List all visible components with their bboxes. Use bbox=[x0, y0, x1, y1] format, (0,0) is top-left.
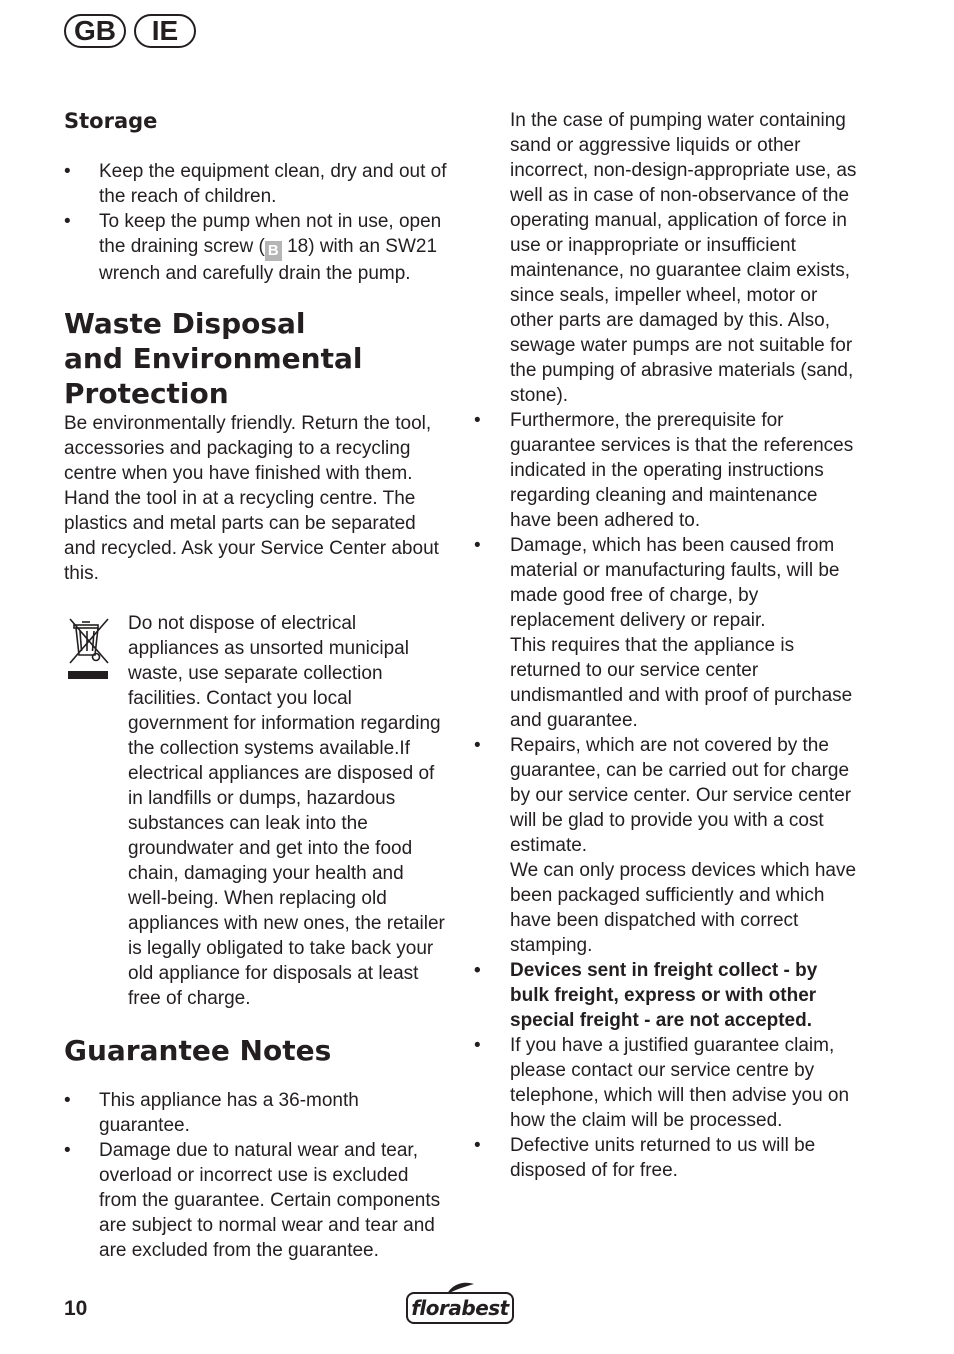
list-item-text: If you have a justified guarantee claim, please contact our service centre by telephone, which will then advise you on how the claim will be processed. bbox=[510, 1035, 850, 1131]
crossed-out-wheelie-bin-icon bbox=[64, 611, 128, 1011]
guarantee-conditions-list bbox=[474, 408, 860, 1183]
storage-heading: Storage bbox=[64, 109, 158, 133]
list-item bbox=[474, 533, 860, 733]
list-item bbox=[474, 1033, 860, 1133]
weee-text: Do not dispose of electrical appliances as unsorted municipal waste, use separate collection facilities. Contact you local government for information regarding the collection systems available.If electrical appliances are disposed of in landfills or dumps, hazardous substances can leak into the groundwater and get into the food chain, damaging your health and well-being. When replacing old appliances with new ones, the retailer is legally obligated to take back your old appliance for disposals at least free of charge. bbox=[128, 613, 445, 1009]
list-item-text: Devices sent in freight collect - by bulk freight, express or with other special freight - are not accepted. bbox=[510, 960, 818, 1031]
list-item: • This appliance has a 36-month guarantee. bbox=[64, 1088, 448, 1138]
list-item bbox=[474, 1133, 860, 1183]
list-item-text: Damage, which has been caused from material or manufacturing faults, will be made good free of charge, by replacement delivery or repair. bbox=[510, 535, 840, 631]
figure-ref-badge: B bbox=[265, 241, 282, 261]
list-item bbox=[474, 408, 860, 533]
list-item-text: Furthermore, the prerequisite for guarantee services is that the references indicated in the operating instructions regarding cleaning and maintenance have been adhered to. bbox=[510, 410, 854, 531]
guarantee-heading: Guarantee Notes bbox=[64, 1034, 332, 1067]
language-badge-gb: GB bbox=[64, 14, 126, 48]
storage-list bbox=[64, 159, 448, 286]
list-item-subtext: We can only process devices which have been packaged sufficiently and which have been dispatched with correct stamping. bbox=[510, 860, 857, 956]
language-badge-ie: IE bbox=[134, 14, 196, 48]
waste-heading bbox=[64, 306, 448, 411]
logo-wordmark: florabest bbox=[406, 1292, 514, 1324]
waste-heading-line: and Environmental bbox=[64, 342, 363, 375]
list-item bbox=[474, 958, 860, 1033]
list-item: • Damage due to natural wear and tear, overload or incorrect use is excluded from the guarantee. Certain components are subject to normal wear and tear and are excluded from the guarantee. bbox=[64, 1138, 448, 1263]
list-item-text: 18) with an SW21 wrench and carefully drain the pump. bbox=[99, 236, 438, 284]
list-item-subtext: This requires that the appliance is returned to our service center undismantled and with proof of purchase and guarantee. bbox=[510, 635, 853, 731]
right-column bbox=[474, 108, 860, 1183]
weee-notice bbox=[64, 611, 448, 1011]
list-item-text: Repairs, which are not covered by the guarantee, can be carried out for charge by our service center. Our service center will be glad to provide you with a cost estimate. bbox=[510, 735, 852, 856]
waste-heading-line: Protection bbox=[64, 377, 229, 410]
guarantee-list bbox=[64, 1088, 448, 1263]
list-item: • Keep the equipment clean, dry and out of the reach of children. bbox=[64, 159, 448, 209]
waste-intro: Be environmentally friendly. Return the tool, accessories and packaging to a recycling centre when you have finished with them. Hand the tool in at a recycling centre. The plastics and metal parts can be separated and recycled. Ask your Service Center about this. bbox=[64, 413, 439, 584]
left-column bbox=[64, 108, 448, 1263]
list-item bbox=[64, 209, 448, 286]
language-badges bbox=[64, 14, 196, 48]
florabest-logo bbox=[405, 1281, 517, 1327]
page-number: 10 bbox=[64, 1297, 88, 1320]
list-item-text: To keep the pump when not in use, open the draining screw ( bbox=[99, 211, 442, 257]
guarantee-continuation: In the case of pumping water containing sand or aggressive liquids or other incorrect, non-design-appropriate use, as well as in case of non-observance of the operating manual, application of force in use or inappropriate or insufficient maintenance, no guarantee claim exists, since seals, impeller wheel, motor or other parts are damaged by this. Also, sewage water pumps are not suitable for the pumping of abrasive materials (sand, stone). bbox=[510, 110, 857, 406]
list-item bbox=[474, 733, 860, 958]
waste-heading-line: Waste Disposal bbox=[64, 307, 306, 340]
list-item-text: Defective units returned to us will be disposed of for free. bbox=[510, 1135, 816, 1181]
